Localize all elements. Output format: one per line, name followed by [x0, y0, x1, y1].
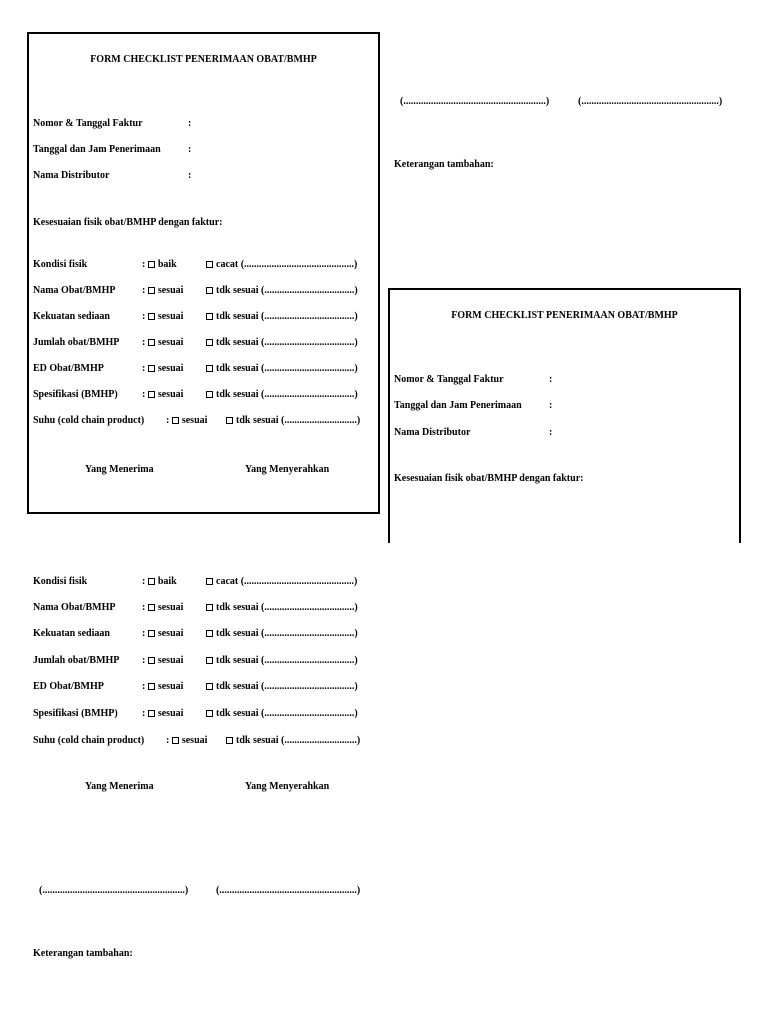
- form-1-row-opt1-jumlah: : sesuai: [142, 337, 184, 348]
- form-1-row-opt2-kekuatan: tdk sesuai (....................................): [206, 311, 358, 322]
- form-2-row-opt1-nama: : sesuai: [142, 602, 184, 613]
- checkbox-icon[interactable]: [206, 339, 213, 346]
- form-1-row-opt2-suhu: tdk sesuai (.............................): [226, 415, 360, 426]
- form-2-field-sep-faktur: :: [549, 374, 553, 385]
- form-1-signature-left: (.........................................................): [400, 96, 550, 107]
- form-2-field-sep-distributor: :: [549, 427, 553, 438]
- checkbox-icon[interactable]: [148, 657, 155, 664]
- form-1-field-sep-distributor: :: [188, 170, 192, 181]
- form-2-border: [388, 288, 741, 543]
- form-1-row-opt2-ed: tdk sesuai (....................................): [206, 363, 358, 374]
- checkbox-icon[interactable]: [172, 737, 179, 744]
- form-2-row-opt1-ed: : sesuai: [142, 681, 184, 692]
- form-1-field-label-distributor: Nama Distributor: [33, 170, 110, 181]
- form-1-row-opt1-kondisi: : baik: [142, 259, 177, 270]
- form-2-notes-label: Keterangan tambahan:: [33, 948, 133, 959]
- form-2-row-opt2-suhu: tdk sesuai (.............................): [226, 735, 360, 746]
- form-2-row-label-jumlah: Jumlah obat/BMHP: [33, 655, 120, 666]
- checkbox-icon[interactable]: [206, 578, 213, 585]
- form-2-row-label-spesifikasi: Spesifikasi (BMHP): [33, 708, 118, 719]
- form-1-row-label-spesifikasi: Spesifikasi (BMHP): [33, 389, 118, 400]
- form-1-title: FORM CHECKLIST PENERIMAAN OBAT/BMHP: [90, 54, 317, 65]
- checkbox-icon[interactable]: [206, 313, 213, 320]
- form-1-row-opt1-ed: : sesuai: [142, 363, 184, 374]
- form-2-receiver-label: Yang Menerima: [85, 781, 154, 792]
- form-1-field-sep-faktur: :: [188, 118, 192, 129]
- checkbox-icon[interactable]: [206, 604, 213, 611]
- form-2-signature-right: (.......................................................): [216, 885, 361, 896]
- form-1-row-label-ed: ED Obat/BMHP: [33, 363, 104, 374]
- form-1-row-label-nama: Nama Obat/BMHP: [33, 285, 116, 296]
- checkbox-icon[interactable]: [206, 657, 213, 664]
- form-2-row-label-kekuatan: Kekuatan sediaan: [33, 628, 110, 639]
- form-1-field-sep-tanggal-jam: :: [188, 144, 192, 155]
- checkbox-icon[interactable]: [206, 391, 213, 398]
- checkbox-icon[interactable]: [148, 683, 155, 690]
- checkbox-icon[interactable]: [148, 578, 155, 585]
- checkbox-icon[interactable]: [206, 365, 213, 372]
- checkbox-icon[interactable]: [148, 391, 155, 398]
- checkbox-icon[interactable]: [148, 339, 155, 346]
- form-1-row-opt1-spesifikasi: : sesuai: [142, 389, 184, 400]
- form-2-row-opt1-kekuatan: : sesuai: [142, 628, 184, 639]
- checkbox-icon[interactable]: [172, 417, 179, 424]
- form-1-row-label-suhu: Suhu (cold chain product): [33, 415, 145, 426]
- form-2-row-opt1-suhu: : sesuai: [166, 735, 208, 746]
- checkbox-icon[interactable]: [148, 365, 155, 372]
- form-1-receiver-label: Yang Menerima: [85, 464, 154, 475]
- form-2-field-label-faktur: Nomor & Tanggal Faktur: [394, 374, 504, 385]
- checkbox-icon[interactable]: [206, 287, 213, 294]
- form-1-row-opt2-kondisi: cacat (............................................): [206, 259, 357, 270]
- form-1-row-opt1-suhu: : sesuai: [166, 415, 208, 426]
- form-2-field-sep-tanggal-jam: :: [549, 400, 553, 411]
- checkbox-icon[interactable]: [148, 261, 155, 268]
- form-2-row-label-ed: ED Obat/BMHP: [33, 681, 104, 692]
- form-2-signature-left: (.........................................................): [39, 885, 189, 896]
- form-2-field-label-tanggal-jam: Tanggal dan Jam Penerimaan: [394, 400, 522, 411]
- form-1-row-label-kondisi: Kondisi fisik: [33, 259, 88, 270]
- checkbox-icon[interactable]: [226, 737, 233, 744]
- form-2-row-opt2-jumlah: tdk sesuai (....................................): [206, 655, 358, 666]
- form-2-title: FORM CHECKLIST PENERIMAAN OBAT/BMHP: [451, 310, 678, 321]
- form-2-giver-label: Yang Menyerahkan: [245, 781, 330, 792]
- form-1-row-opt2-spesifikasi: tdk sesuai (....................................): [206, 389, 358, 400]
- form-2-row-opt2-kondisi: cacat (............................................): [206, 576, 357, 587]
- form-2-row-label-nama: Nama Obat/BMHP: [33, 602, 116, 613]
- form-2-field-label-distributor: Nama Distributor: [394, 427, 471, 438]
- form-1-row-opt2-jumlah: tdk sesuai (....................................): [206, 337, 358, 348]
- checkbox-icon[interactable]: [206, 630, 213, 637]
- checkbox-icon[interactable]: [148, 710, 155, 717]
- form-1-border: [27, 32, 380, 514]
- form-2-row-opt1-jumlah: : sesuai: [142, 655, 184, 666]
- form-1-row-opt2-nama: tdk sesuai (....................................): [206, 285, 358, 296]
- form-1-field-label-faktur: Nomor & Tanggal Faktur: [33, 118, 143, 129]
- form-1-row-opt1-kekuatan: : sesuai: [142, 311, 184, 322]
- checkbox-icon[interactable]: [148, 604, 155, 611]
- checkbox-icon[interactable]: [206, 710, 213, 717]
- form-2-row-opt1-kondisi: : baik: [142, 576, 177, 587]
- form-1-row-label-jumlah: Jumlah obat/BMHP: [33, 337, 120, 348]
- form-1-giver-label: Yang Menyerahkan: [245, 464, 330, 475]
- form-2-row-opt2-ed: tdk sesuai (....................................): [206, 681, 358, 692]
- checkbox-icon[interactable]: [148, 287, 155, 294]
- form-1-section-heading: Kesesuaian fisik obat/BMHP dengan faktur:: [33, 217, 223, 228]
- checkbox-icon[interactable]: [226, 417, 233, 424]
- checkbox-icon[interactable]: [206, 261, 213, 268]
- form-1-row-label-kekuatan: Kekuatan sediaan: [33, 311, 110, 322]
- form-1-field-label-tanggal-jam: Tanggal dan Jam Penerimaan: [33, 144, 161, 155]
- form-1-row-opt1-nama: : sesuai: [142, 285, 184, 296]
- checkbox-icon[interactable]: [148, 630, 155, 637]
- checkbox-icon[interactable]: [206, 683, 213, 690]
- form-2-section-heading: Kesesuaian fisik obat/BMHP dengan faktur:: [394, 473, 584, 484]
- form-1-notes-label: Keterangan tambahan:: [394, 159, 494, 170]
- form-2-row-opt2-spesifikasi: tdk sesuai (....................................): [206, 708, 358, 719]
- form-2-row-opt2-kekuatan: tdk sesuai (....................................): [206, 628, 358, 639]
- form-2-row-label-kondisi: Kondisi fisik: [33, 576, 88, 587]
- form-2-row-opt2-nama: tdk sesuai (....................................): [206, 602, 358, 613]
- checkbox-icon[interactable]: [148, 313, 155, 320]
- form-2-row-opt1-spesifikasi: : sesuai: [142, 708, 184, 719]
- form-2-row-label-suhu: Suhu (cold chain product): [33, 735, 145, 746]
- form-1-signature-right: (.......................................................): [578, 96, 723, 107]
